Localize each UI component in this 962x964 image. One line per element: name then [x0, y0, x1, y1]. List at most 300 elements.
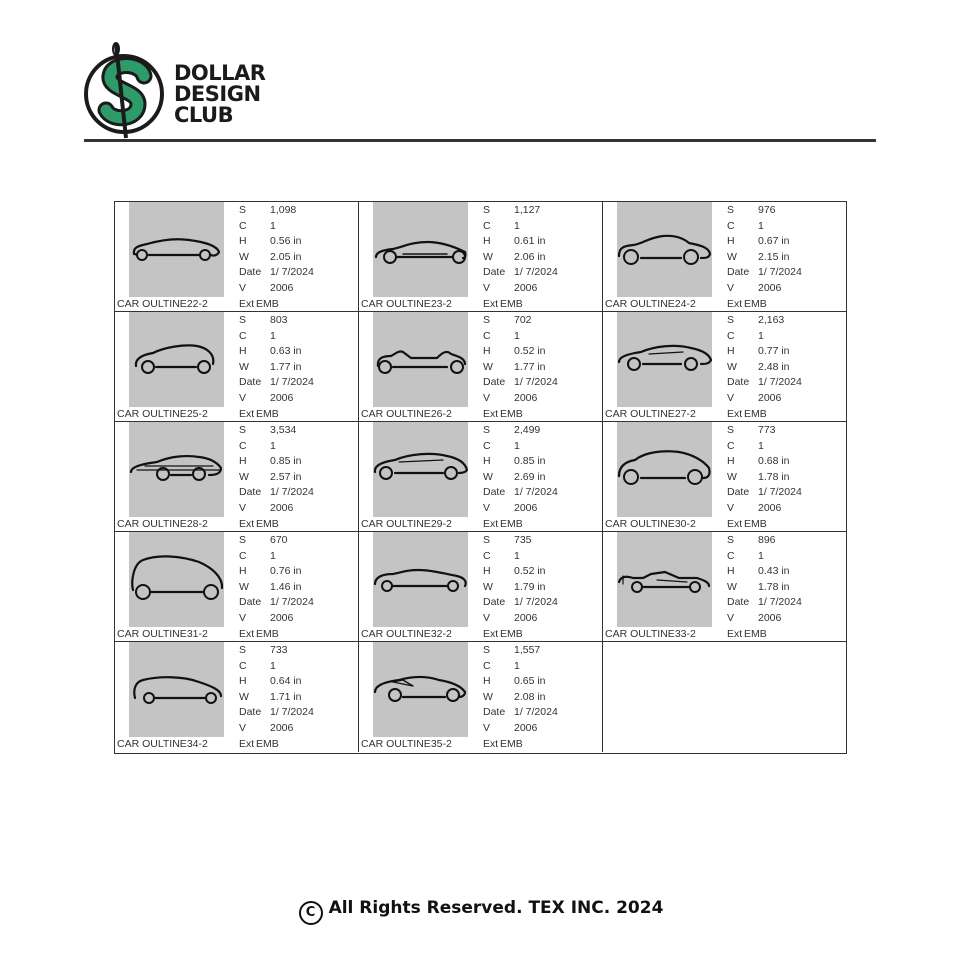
- stat-h: [727, 234, 802, 250]
- stat-ext: [239, 407, 314, 422]
- stat-date: [239, 595, 314, 611]
- stat-value: 803: [270, 314, 288, 326]
- design-name: CAR OULTINE30-2: [605, 518, 696, 530]
- design-stats: [727, 203, 802, 312]
- stat-label: S: [727, 534, 735, 546]
- stat-label: V: [239, 611, 247, 624]
- stat-value: 1: [758, 439, 764, 452]
- stat-s: [239, 533, 314, 549]
- stat-date: [483, 705, 558, 721]
- stat-label: Date: [727, 266, 750, 279]
- stat-h: [727, 454, 802, 470]
- stat-label: S: [727, 204, 735, 216]
- stat-value: 2006: [758, 611, 782, 624]
- stat-label: Date: [483, 376, 506, 389]
- design-stats: [727, 313, 802, 422]
- design-card: [115, 422, 359, 532]
- stat-value: 2006: [514, 501, 538, 514]
- stat-c: [727, 219, 802, 235]
- stat-w: [483, 360, 558, 376]
- stat-label: W: [727, 360, 737, 373]
- stat-label: C: [727, 329, 735, 342]
- stat-h: [483, 234, 558, 250]
- stat-label: V: [727, 391, 735, 404]
- stat-value: 1/ 7/2024: [270, 486, 314, 499]
- design-stats: [483, 643, 558, 752]
- stat-value: 0.67 in: [758, 235, 790, 248]
- stat-value: 2006: [514, 721, 538, 734]
- stat-value: 2006: [270, 611, 294, 624]
- stat-value: 1: [270, 329, 276, 342]
- stat-date: [483, 485, 558, 501]
- stat-value: 0.64 in: [270, 675, 302, 688]
- stat-label: Ext: [239, 297, 255, 310]
- design-name: CAR OULTINE25-2: [117, 408, 208, 420]
- stat-value: 773: [758, 424, 776, 436]
- stat-s: [483, 423, 558, 439]
- stat-label: Ext: [483, 297, 499, 310]
- design-card: [359, 202, 603, 312]
- stat-label: W: [727, 250, 737, 263]
- stat-label: H: [239, 455, 247, 468]
- stat-value: 2006: [514, 391, 538, 404]
- stat-label: W: [483, 690, 493, 703]
- stat-value: 2,163: [758, 314, 785, 326]
- design-name: CAR OULTINE34-2: [117, 738, 208, 750]
- design-stats: [239, 313, 314, 422]
- design-card: [603, 422, 846, 532]
- car-outline-icon: [617, 532, 712, 627]
- stat-value: EMB: [256, 297, 279, 310]
- design-name: CAR OULTINE35-2: [361, 738, 452, 750]
- car-outline-thumbnail: [617, 422, 712, 517]
- stat-value: 2.06 in: [514, 250, 546, 263]
- design-name: CAR OULTINE24-2: [605, 298, 696, 310]
- stat-value: 2.15 in: [758, 250, 790, 263]
- stat-date: [483, 265, 558, 281]
- design-card: [359, 532, 603, 642]
- design-card: [359, 642, 603, 752]
- stat-value: 2006: [758, 501, 782, 514]
- stat-c: [239, 549, 314, 565]
- stat-value: 3,534: [270, 424, 297, 436]
- stat-date: [727, 375, 802, 391]
- stat-v: [239, 501, 314, 517]
- design-card: [603, 312, 846, 422]
- stat-h: [239, 344, 314, 360]
- stat-value: 1,098: [270, 204, 297, 216]
- stat-value: EMB: [744, 627, 767, 640]
- design-name: CAR OULTINE32-2: [361, 628, 452, 640]
- stat-label: Ext: [483, 517, 499, 530]
- stat-c: [239, 219, 314, 235]
- stat-date: [239, 705, 314, 721]
- stat-value: 0.85 in: [514, 455, 546, 468]
- stat-label: H: [483, 345, 491, 358]
- stat-value: 2.08 in: [514, 690, 546, 703]
- copyright-icon: C: [299, 901, 323, 925]
- stat-h: [239, 674, 314, 690]
- stat-value: 733: [270, 644, 288, 656]
- stat-value: EMB: [256, 517, 279, 530]
- stat-s: [239, 203, 314, 219]
- stat-s: [239, 423, 314, 439]
- car-outline-thumbnail: [617, 532, 712, 627]
- stat-label: H: [239, 235, 247, 248]
- stat-label: V: [727, 281, 735, 294]
- stat-v: [239, 611, 314, 627]
- stat-label: S: [483, 644, 491, 656]
- stat-v: [483, 721, 558, 737]
- stat-label: Ext: [239, 407, 255, 420]
- stat-w: [727, 250, 802, 266]
- stat-value: 1: [270, 659, 276, 672]
- stat-label: V: [483, 281, 491, 294]
- stat-w: [239, 470, 314, 486]
- stat-value: 1.71 in: [270, 690, 302, 703]
- stat-w: [727, 360, 802, 376]
- stat-s: [483, 533, 558, 549]
- car-outline-icon: [129, 642, 224, 737]
- stat-w: [727, 580, 802, 596]
- stat-value: 1,127: [514, 204, 541, 216]
- car-outline-icon: [129, 312, 224, 407]
- car-outline-thumbnail: [129, 532, 224, 627]
- stat-label: H: [239, 675, 247, 688]
- stat-label: W: [239, 580, 249, 593]
- stat-label: H: [239, 345, 247, 358]
- design-stats: [727, 533, 802, 642]
- stat-c: [727, 329, 802, 345]
- stat-label: Ext: [727, 297, 743, 310]
- stat-label: C: [239, 659, 247, 672]
- stat-h: [239, 564, 314, 580]
- design-card: [115, 642, 359, 752]
- stat-label: W: [727, 470, 737, 483]
- stat-value: 1: [758, 329, 764, 342]
- stat-value: 1.77 in: [514, 360, 546, 373]
- car-outline-icon: [373, 642, 468, 737]
- design-card: [603, 532, 846, 642]
- stat-value: 1/ 7/2024: [514, 596, 558, 609]
- stat-label: H: [483, 455, 491, 468]
- stat-value: 1/ 7/2024: [758, 376, 802, 389]
- stat-w: [239, 580, 314, 596]
- design-stats: [239, 643, 314, 752]
- stat-w: [239, 690, 314, 706]
- stat-label: S: [727, 424, 735, 436]
- stat-value: 1/ 7/2024: [270, 266, 314, 279]
- stat-label: S: [483, 534, 491, 546]
- car-outline-thumbnail: [129, 642, 224, 737]
- stat-label: H: [727, 345, 735, 358]
- stat-label: S: [239, 314, 247, 326]
- design-name: CAR OULTINE29-2: [361, 518, 452, 530]
- stat-c: [239, 439, 314, 455]
- stat-date: [239, 265, 314, 281]
- stat-label: Date: [727, 596, 750, 609]
- stat-s: [727, 203, 802, 219]
- stat-v: [239, 391, 314, 407]
- stat-value: 1: [514, 549, 520, 562]
- design-name: CAR OULTINE31-2: [117, 628, 208, 640]
- stat-label: V: [483, 391, 491, 404]
- stat-label: W: [239, 470, 249, 483]
- stat-value: 2006: [514, 611, 538, 624]
- stat-value: 2006: [514, 281, 538, 294]
- car-outline-thumbnail: [373, 642, 468, 737]
- stat-v: [239, 721, 314, 737]
- stat-ext: [239, 517, 314, 532]
- stat-label: W: [483, 470, 493, 483]
- stat-label: W: [727, 580, 737, 593]
- stat-v: [483, 611, 558, 627]
- stat-h: [727, 344, 802, 360]
- stat-ext: [727, 297, 802, 312]
- stat-label: C: [727, 439, 735, 452]
- design-card: [115, 312, 359, 422]
- stat-label: H: [483, 675, 491, 688]
- stat-w: [483, 580, 558, 596]
- stat-label: W: [239, 250, 249, 263]
- car-outline-thumbnail: [129, 312, 224, 407]
- header-divider: [84, 139, 876, 142]
- car-outline-thumbnail: [129, 202, 224, 297]
- stat-label: C: [239, 329, 247, 342]
- stat-value: 0.85 in: [270, 455, 302, 468]
- stat-s: [727, 423, 802, 439]
- stat-value: EMB: [500, 517, 523, 530]
- stat-value: 976: [758, 204, 776, 216]
- stat-value: 0.56 in: [270, 235, 302, 248]
- car-outline-icon: [129, 202, 224, 297]
- stat-w: [483, 690, 558, 706]
- stat-value: 1/ 7/2024: [514, 376, 558, 389]
- stat-value: 1/ 7/2024: [514, 706, 558, 719]
- stat-value: EMB: [256, 627, 279, 640]
- car-outline-thumbnail: [617, 312, 712, 407]
- stat-value: 896: [758, 534, 776, 546]
- stat-s: [483, 313, 558, 329]
- design-name: CAR OULTINE23-2: [361, 298, 452, 310]
- design-stats: [727, 423, 802, 532]
- stat-h: [239, 234, 314, 250]
- stat-c: [727, 549, 802, 565]
- stat-label: S: [239, 424, 247, 436]
- stat-label: Ext: [483, 737, 499, 750]
- stat-value: 0.52 in: [514, 565, 546, 578]
- stat-c: [483, 329, 558, 345]
- stat-value: 1/ 7/2024: [758, 266, 802, 279]
- stat-label: S: [483, 314, 491, 326]
- stat-v: [727, 501, 802, 517]
- stat-h: [483, 344, 558, 360]
- stat-value: 1.78 in: [758, 580, 790, 593]
- stat-label: Ext: [239, 627, 255, 640]
- design-name: CAR OULTINE27-2: [605, 408, 696, 420]
- design-card: [115, 532, 359, 642]
- design-name: CAR OULTINE33-2: [605, 628, 696, 640]
- stat-value: 2.48 in: [758, 360, 790, 373]
- stat-value: 1: [514, 329, 520, 342]
- stat-value: 1/ 7/2024: [270, 376, 314, 389]
- stat-label: V: [239, 721, 247, 734]
- stat-s: [727, 313, 802, 329]
- stat-label: Ext: [483, 627, 499, 640]
- stat-c: [727, 439, 802, 455]
- stat-value: EMB: [744, 407, 767, 420]
- stat-c: [483, 439, 558, 455]
- stat-label: S: [239, 534, 247, 546]
- copyright-footer: [0, 898, 962, 925]
- stat-value: 2006: [270, 391, 294, 404]
- brand-logo: [82, 40, 282, 140]
- stat-value: 1: [514, 439, 520, 452]
- stat-label: C: [483, 659, 491, 672]
- stat-value: 702: [514, 314, 532, 326]
- stat-value: 1.46 in: [270, 580, 302, 593]
- stat-value: 2006: [758, 391, 782, 404]
- stat-label: C: [483, 439, 491, 452]
- design-card: [359, 422, 603, 532]
- stat-value: 1/ 7/2024: [270, 596, 314, 609]
- stat-c: [239, 329, 314, 345]
- stat-c: [239, 659, 314, 675]
- stat-label: Ext: [727, 517, 743, 530]
- stat-s: [483, 203, 558, 219]
- stat-date: [727, 595, 802, 611]
- stat-value: 1: [270, 439, 276, 452]
- stat-value: EMB: [256, 737, 279, 750]
- stat-label: Date: [239, 266, 262, 279]
- design-stats: [239, 203, 314, 312]
- stat-h: [727, 564, 802, 580]
- stat-value: 0.76 in: [270, 565, 302, 578]
- stat-h: [483, 674, 558, 690]
- stat-value: 1: [514, 219, 520, 232]
- car-outline-icon: [373, 532, 468, 627]
- stat-ext: [239, 737, 314, 752]
- stat-value: 1: [270, 549, 276, 562]
- design-name: CAR OULTINE26-2: [361, 408, 452, 420]
- stat-label: W: [239, 690, 249, 703]
- design-card: [115, 202, 359, 312]
- stat-label: V: [483, 501, 491, 514]
- brand-line-2: DESIGN: [174, 82, 261, 106]
- stat-v: [483, 281, 558, 297]
- stat-date: [727, 485, 802, 501]
- stat-s: [483, 643, 558, 659]
- design-name: CAR OULTINE22-2: [117, 298, 208, 310]
- stat-v: [483, 501, 558, 517]
- stat-value: 0.77 in: [758, 345, 790, 358]
- stat-label: V: [239, 391, 247, 404]
- stat-v: [727, 281, 802, 297]
- stat-w: [483, 250, 558, 266]
- stat-w: [727, 470, 802, 486]
- car-outline-icon: [129, 532, 224, 627]
- stat-v: [727, 611, 802, 627]
- car-outline-thumbnail: [373, 312, 468, 407]
- stat-label: H: [483, 565, 491, 578]
- stat-label: Date: [239, 596, 262, 609]
- stat-value: 2006: [758, 281, 782, 294]
- brand-line-1: DOLLAR: [174, 61, 266, 85]
- stat-label: W: [483, 250, 493, 263]
- stat-value: 1/ 7/2024: [758, 486, 802, 499]
- car-outline-thumbnail: [373, 202, 468, 297]
- design-stats: [483, 423, 558, 532]
- car-outline-icon: [373, 422, 468, 517]
- stat-label: V: [239, 281, 247, 294]
- car-outline-icon: [617, 422, 712, 517]
- car-outline-icon: [129, 422, 224, 517]
- stat-value: 0.52 in: [514, 345, 546, 358]
- stat-value: 1/ 7/2024: [270, 706, 314, 719]
- stat-value: 1.79 in: [514, 580, 546, 593]
- stat-label: C: [239, 549, 247, 562]
- stat-w: [483, 470, 558, 486]
- stat-value: 2,499: [514, 424, 541, 436]
- car-outline-icon: [617, 202, 712, 297]
- stat-ext: [483, 627, 558, 642]
- stat-h: [239, 454, 314, 470]
- stat-value: 1/ 7/2024: [758, 596, 802, 609]
- stat-value: 2006: [270, 281, 294, 294]
- brand-line-3: CLUB: [174, 103, 234, 127]
- stat-v: [727, 391, 802, 407]
- stat-value: 1: [758, 549, 764, 562]
- stat-date: [483, 375, 558, 391]
- stat-value: 1: [514, 659, 520, 672]
- stat-label: Date: [483, 706, 506, 719]
- stat-label: Date: [239, 376, 262, 389]
- stat-label: S: [483, 424, 491, 436]
- stat-value: 1/ 7/2024: [514, 486, 558, 499]
- stat-value: EMB: [500, 297, 523, 310]
- stat-c: [483, 549, 558, 565]
- stat-label: W: [239, 360, 249, 373]
- stat-ext: [727, 407, 802, 422]
- design-name: CAR OULTINE28-2: [117, 518, 208, 530]
- stat-label: Ext: [239, 517, 255, 530]
- stat-label: H: [727, 565, 735, 578]
- stat-date: [239, 375, 314, 391]
- stat-v: [239, 281, 314, 297]
- stat-ext: [483, 407, 558, 422]
- stat-value: EMB: [500, 627, 523, 640]
- stat-c: [483, 659, 558, 675]
- stat-s: [239, 313, 314, 329]
- stat-label: S: [239, 204, 247, 216]
- stat-label: V: [727, 501, 735, 514]
- stat-label: S: [483, 204, 491, 216]
- stat-label: Date: [239, 486, 262, 499]
- dollar-needle-icon: [82, 40, 172, 140]
- design-stats: [483, 533, 558, 642]
- car-outline-icon: [373, 202, 468, 297]
- stat-h: [483, 454, 558, 470]
- stat-label: Date: [483, 266, 506, 279]
- stat-label: Date: [727, 376, 750, 389]
- design-catalog-grid: [114, 201, 847, 754]
- car-outline-thumbnail: [129, 422, 224, 517]
- design-stats: [239, 533, 314, 642]
- stat-label: Date: [483, 486, 506, 499]
- stat-date: [483, 595, 558, 611]
- stat-label: V: [483, 611, 491, 624]
- stat-value: EMB: [500, 737, 523, 750]
